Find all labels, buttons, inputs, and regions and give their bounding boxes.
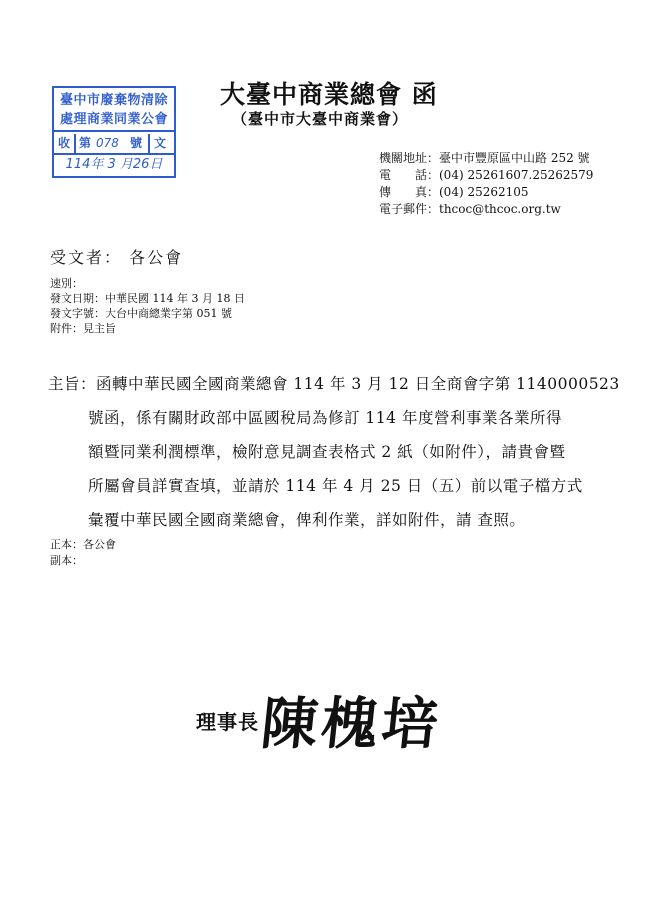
meta-speed: 速別： xyxy=(50,277,83,290)
contact-email: 電子郵件：thcoc@thcoc.org.tw xyxy=(379,202,561,216)
meta-date: 發文日期：中華民國 114 年 3 月 18 日 xyxy=(50,292,245,305)
stamp-hao-label: 號 xyxy=(130,136,143,150)
meta-attachment: 附件：見主旨 xyxy=(50,322,116,335)
document-title: 大臺中商業總會 函 xyxy=(220,80,438,109)
stamp-number-row xyxy=(54,134,174,155)
signature-title: 理事長 xyxy=(196,710,259,734)
meta-ref: 發文字號：大台中商總業字第 051 號 xyxy=(50,307,232,320)
subject-line-1: 主旨：函轉中華民國全國商業總會 114 年 3 月 12 日全商會字第 1140000523 xyxy=(48,375,620,393)
copy-recipients: 副本： xyxy=(50,554,83,567)
stamp-wen-label: 文 xyxy=(154,136,167,150)
subject-line-2: 號函，係有關財政部中區國稅局為修訂 114 年度營利事業各業所得 xyxy=(88,409,562,427)
receipt-stamp xyxy=(52,86,176,178)
contact-fax: 傳 真：(04) 25262105 xyxy=(379,185,529,199)
subject-line-4: 所屬會員詳實查填，並請於 114 年 4 月 25 日（五）前以電子檔方式 xyxy=(88,477,583,495)
stamp-di-label: 第 xyxy=(79,136,92,150)
stamp-org xyxy=(54,88,174,132)
contact-address: 機關地址：臺中市豐原區中山路 252 號 xyxy=(379,151,590,165)
stamp-date: 114年 3 月26日 xyxy=(65,157,163,172)
original-recipients: 正本：各公會 xyxy=(50,538,116,551)
stamp-org-line1: 臺中市廢棄物清除 xyxy=(59,93,168,108)
stamp-org-line2: 處理商業同業公會 xyxy=(59,112,168,127)
stamp-recv-label: 收 xyxy=(58,136,71,150)
contact-phone: 電 話：(04) 25261607.25262579 xyxy=(379,168,594,182)
subject-line-3: 額暨同業利潤標準，檢附意見調查表格式 2 紙（如附件），請貴會暨 xyxy=(88,443,566,461)
recipient: 受文者： 各公會 xyxy=(50,248,184,267)
stamp-number: 078 xyxy=(96,136,119,150)
subject-line-5: 彙覆中華民國全國商業總會，俾利作業，詳如附件，請 查照。 xyxy=(88,511,526,529)
signature-name: 陳槐培 xyxy=(258,691,446,757)
document-subtitle: （臺中市大臺中商業會） xyxy=(232,110,409,128)
